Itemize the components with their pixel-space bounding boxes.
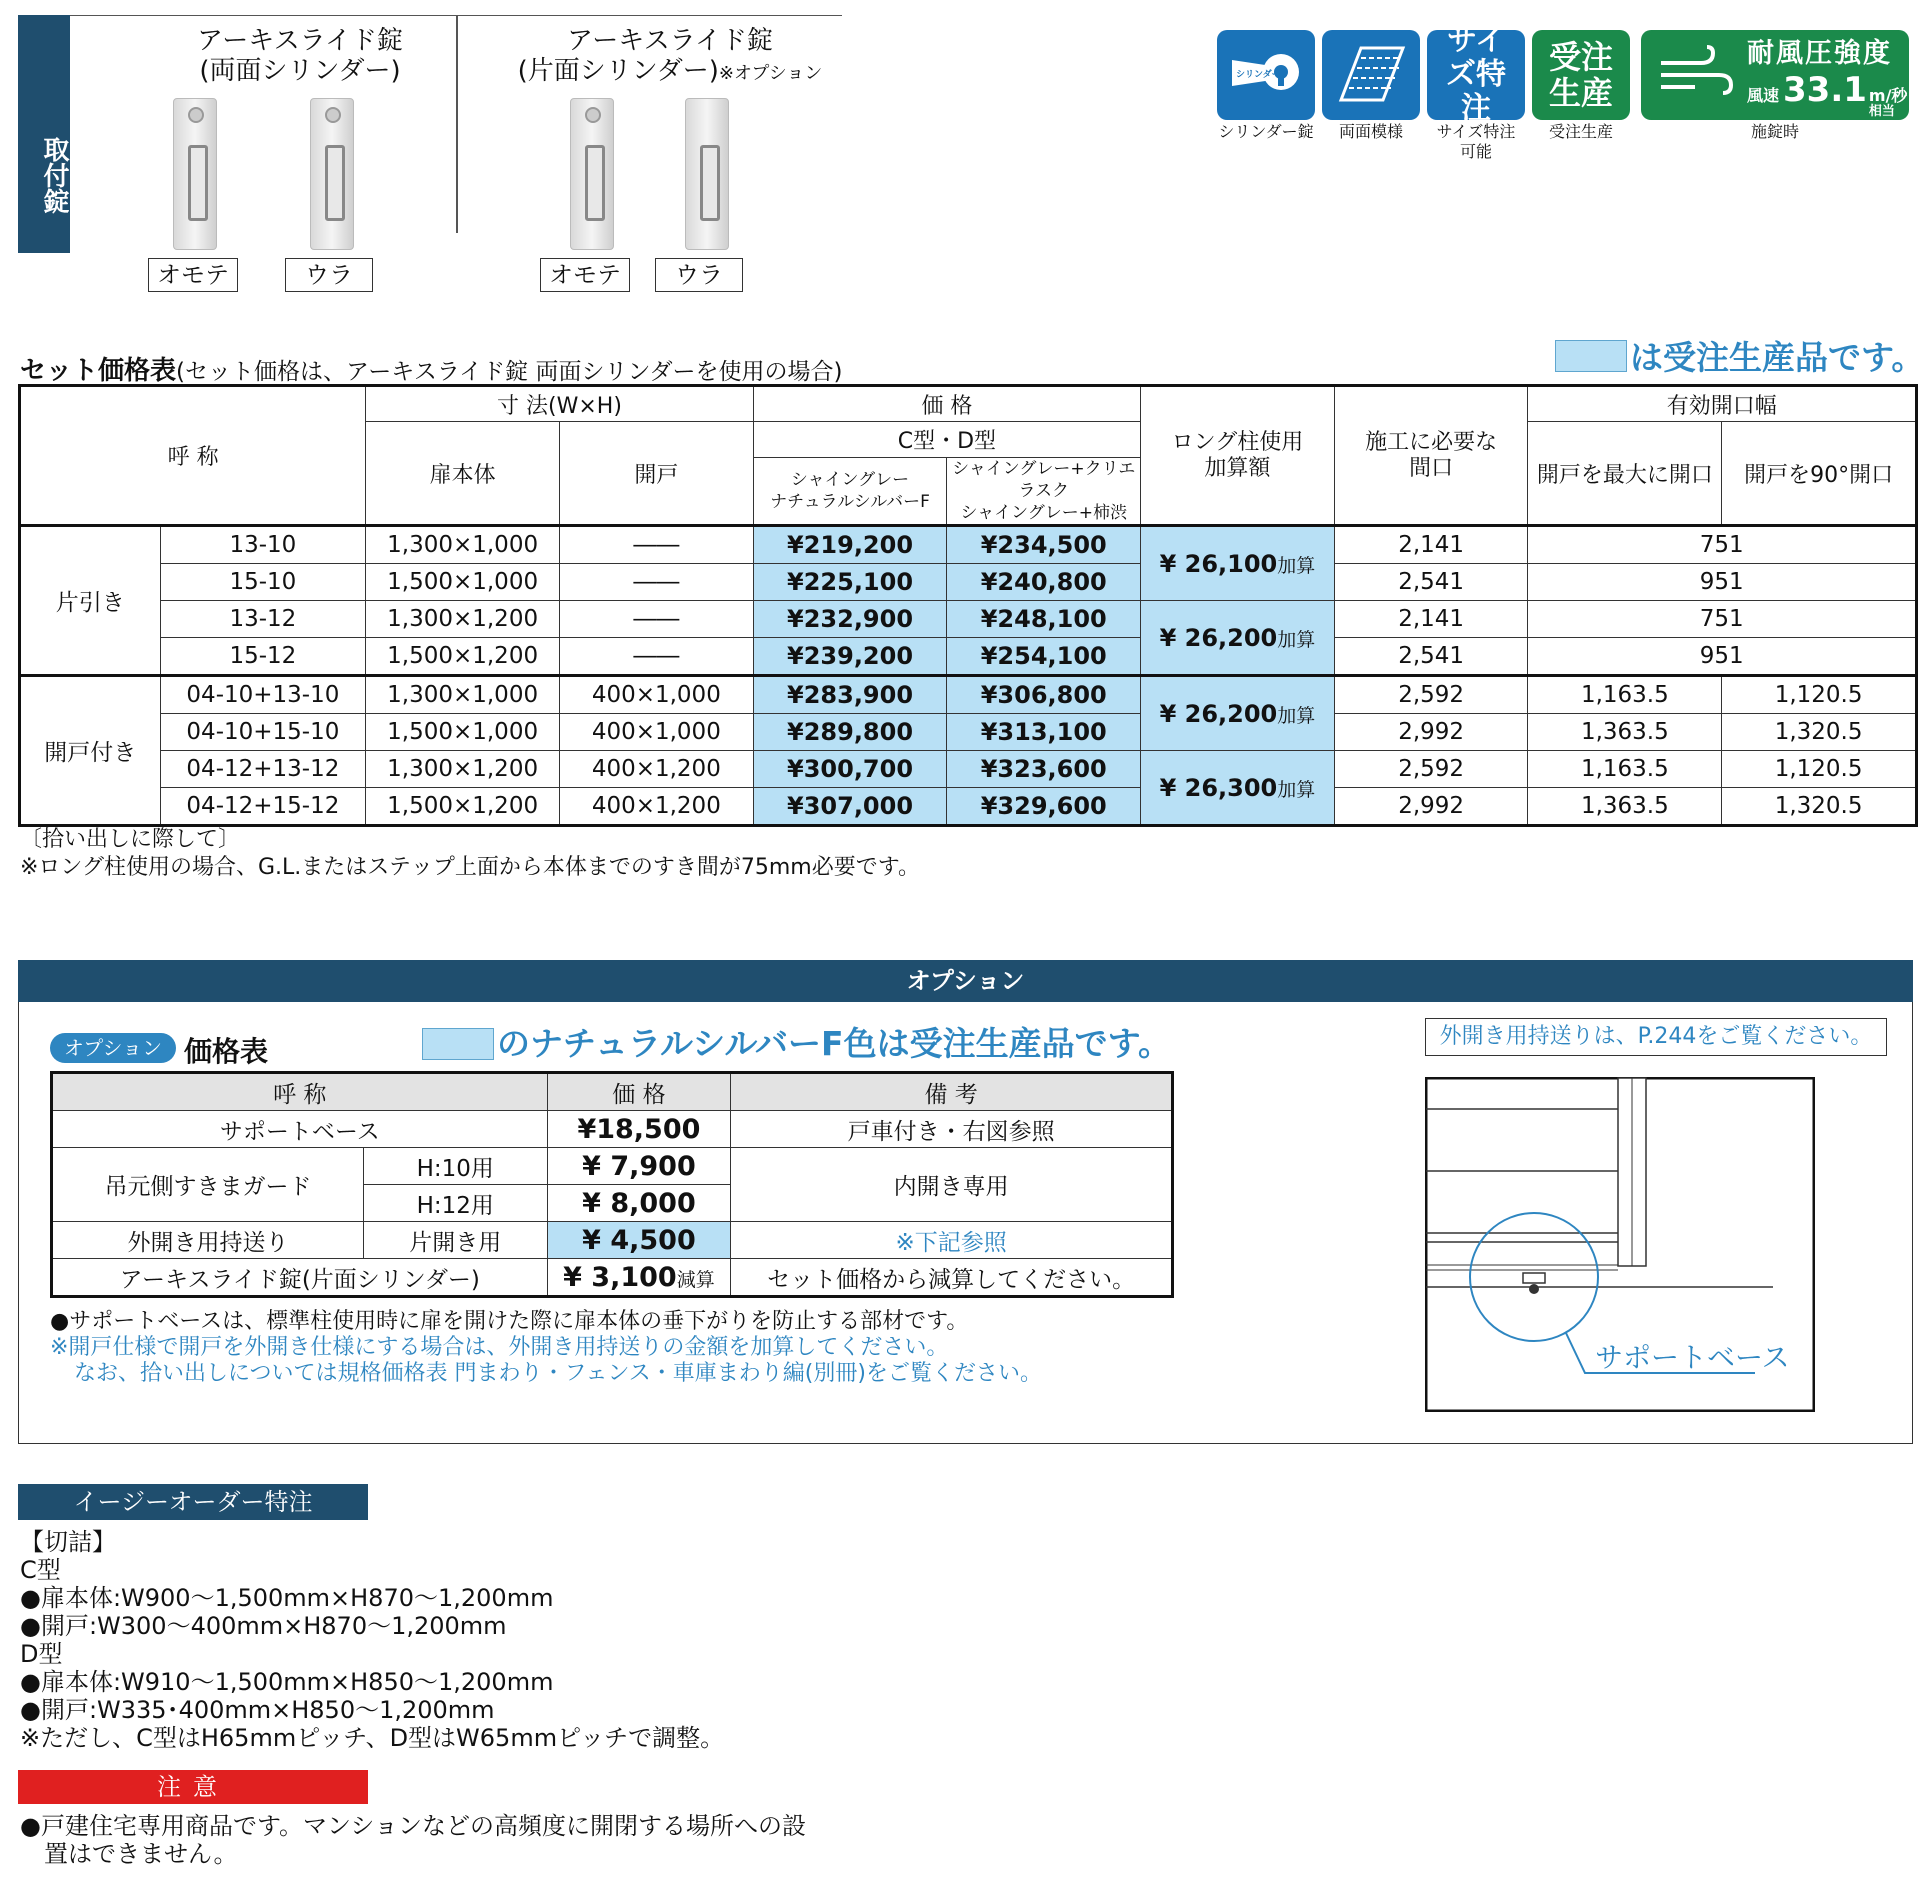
row-door: 1,300×1,000 <box>366 526 560 564</box>
header-color-a: シャイングレー ナチュラルシルバーF <box>753 458 947 526</box>
size-order-caption: サイズ特注 可能 <box>1436 122 1516 161</box>
table-row <box>52 1148 1173 1185</box>
row-price-b: ¥240,800 <box>947 564 1141 601</box>
row-swing: ―― <box>559 564 753 601</box>
row-price-a: ¥225,100 <box>753 564 947 601</box>
row-price-b: ¥306,800 <box>947 676 1141 714</box>
table-row <box>20 638 1917 676</box>
row-code: 13-10 <box>160 526 366 564</box>
header-swing-door: 開戸 <box>559 422 753 526</box>
row-price-a: ¥289,800 <box>753 714 947 751</box>
table-row <box>20 788 1917 826</box>
row-door: 1,300×1,000 <box>366 676 560 714</box>
option-legend-text: のナチュラルシルバーF色は受注生産品です。 <box>497 1024 1171 1063</box>
easy-order-header: イージーオーダー特注 <box>18 1484 368 1520</box>
header-long-post: ロング柱使用 加算額 <box>1141 386 1335 526</box>
double-sided-pattern-icon <box>1322 30 1420 120</box>
row-code: 04-10+15-10 <box>160 714 366 751</box>
option-header-name: 呼 称 <box>52 1073 548 1111</box>
row-long-post: ¥ 26,200加算 <box>1141 601 1335 676</box>
option-pill: オプション <box>50 1033 176 1063</box>
row-swing: 400×1,000 <box>559 714 753 751</box>
header-required-width: 施工に必要な 間口 <box>1334 386 1528 526</box>
size-order-icon: サイズ特注 <box>1427 30 1525 120</box>
row-price-b: ¥248,100 <box>947 601 1141 638</box>
made-to-order-legend-swatch <box>1555 340 1627 372</box>
row-code: 04-10+13-10 <box>160 676 366 714</box>
option-sub: H:12用 <box>364 1185 548 1222</box>
table-row <box>20 751 1917 788</box>
table-row <box>20 676 1917 714</box>
option-sub: 片開き用 <box>364 1222 548 1259</box>
row-effective: 951 <box>1528 564 1917 601</box>
lock-single-title: アーキスライド錠 (片面シリンダー)※オプション <box>517 26 823 86</box>
lock-double-back-image <box>310 98 354 250</box>
row-swing: ―― <box>559 526 753 564</box>
row-effective-max: 1,363.5 <box>1528 788 1722 826</box>
easy-order-line: ●開戸:W335･400mm×H850～1,200mm <box>20 1696 495 1724</box>
row-effective-90: 1,120.5 <box>1722 676 1917 714</box>
row-door: 1,300×1,200 <box>366 601 560 638</box>
row-door: 1,500×1,000 <box>366 714 560 751</box>
row-price-b: ¥254,100 <box>947 638 1141 676</box>
row-code: 04-12+15-12 <box>160 788 366 826</box>
option-price: ¥ 4,500 <box>547 1222 731 1259</box>
group-name: 片引き <box>20 526 161 676</box>
row-swing: ―― <box>559 638 753 676</box>
set-note-heading: 〔拾い出しに際して〕 <box>20 827 241 852</box>
table-row <box>20 526 1917 564</box>
table-row <box>52 1222 1173 1259</box>
row-effective: 751 <box>1528 526 1917 564</box>
row-required: 2,541 <box>1334 564 1528 601</box>
row-required: 2,592 <box>1334 676 1528 714</box>
set-table-title: セット価格表(セット価格は、アーキスライド錠 両面シリンダーを使用の場合) <box>20 356 843 386</box>
wind-icon <box>1655 45 1739 105</box>
row-required: 2,992 <box>1334 788 1528 826</box>
row-required: 2,592 <box>1334 751 1528 788</box>
lock-single-back-label: ウラ <box>655 258 743 292</box>
made-to-order-legend-text: は受注生産品です。 <box>1630 338 1925 377</box>
option-note-reference: なお、拾い出しについては規格価格表 門まわり・フェンス・車庫まわり編(別冊)をご覧ください。 <box>74 1361 1042 1386</box>
diagram-label: サポートベース <box>1595 1341 1790 1374</box>
table-row <box>20 601 1917 638</box>
option-sub: H:10用 <box>364 1148 548 1185</box>
wind-pressure-icon: 耐風圧強度 風速 33.1 m/秒 相当 <box>1641 30 1909 120</box>
row-price-a: ¥307,000 <box>753 788 947 826</box>
row-door: 1,500×1,200 <box>366 638 560 676</box>
caution-text-1: ●戸建住宅専用商品です。マンションなどの高頻度に開閉する場所への設 <box>20 1812 806 1840</box>
option-header-price: 価 格 <box>547 1073 731 1111</box>
cylinder-lock-caption: シリンダー錠 <box>1218 122 1314 141</box>
caution-header: 注意 <box>18 1770 368 1804</box>
header-price: 価 格 <box>753 386 1140 422</box>
row-swing: ―― <box>559 601 753 638</box>
row-effective-max: 1,163.5 <box>1528 676 1722 714</box>
option-name: 吊元側すきまガード <box>52 1148 364 1222</box>
row-code: 13-12 <box>160 601 366 638</box>
row-effective-90: 1,120.5 <box>1722 751 1917 788</box>
header-type: C型・D型 <box>753 422 1140 458</box>
easy-order-line: ●扉本体:W910～1,500mm×H850～1,200mm <box>20 1668 554 1696</box>
table-row <box>52 1111 1173 1148</box>
row-price-a: ¥219,200 <box>753 526 947 564</box>
row-required: 2,992 <box>1334 714 1528 751</box>
set-price-table <box>18 384 1918 827</box>
row-required: 2,141 <box>1334 601 1528 638</box>
lock-double-front-label: オモテ <box>148 258 238 292</box>
row-effective-90: 1,320.5 <box>1722 714 1917 751</box>
wind-pressure-caption: 施錠時 <box>1750 122 1799 141</box>
option-price: ¥ 7,900 <box>547 1148 731 1185</box>
row-swing: 400×1,200 <box>559 788 753 826</box>
lock-double-title: アーキスライド錠 (両面シリンダー) <box>197 26 403 86</box>
support-base-diagram <box>1425 1077 1815 1412</box>
side-tab: 取付錠 <box>18 15 70 253</box>
header-name: 呼 称 <box>20 386 366 526</box>
row-required: 2,141 <box>1334 526 1528 564</box>
row-door: 1,500×1,200 <box>366 788 560 826</box>
svg-text:シリンダー: シリンダー <box>1236 70 1281 80</box>
row-swing: 400×1,000 <box>559 676 753 714</box>
row-effective-90: 1,320.5 <box>1722 788 1917 826</box>
header-size: 寸 法(W×H) <box>366 386 753 422</box>
row-effective: 951 <box>1528 638 1917 676</box>
row-required: 2,541 <box>1334 638 1528 676</box>
row-effective-max: 1,363.5 <box>1528 714 1722 751</box>
option-price: ¥18,500 <box>547 1111 731 1148</box>
option-remark: セット価格から減算してください。 <box>731 1259 1173 1297</box>
row-price-a: ¥300,700 <box>753 751 947 788</box>
cylinder-lock-icon <box>1217 30 1315 120</box>
row-effective-max: 1,163.5 <box>1528 751 1722 788</box>
table-row <box>20 714 1917 751</box>
row-long-post: ¥ 26,300加算 <box>1141 751 1335 826</box>
table-row <box>20 564 1917 601</box>
easy-order-line: ●扉本体:W900～1,500mm×H870～1,200mm <box>20 1584 554 1612</box>
lock-single-front-image <box>570 98 614 250</box>
row-price-b: ¥234,500 <box>947 526 1141 564</box>
easy-order-line: ●開戸:W300～400mm×H870～1,200mm <box>20 1612 507 1640</box>
easy-order-line: ※ただし、C型はH65mmピッチ、D型はW65mmピッチで調整。 <box>20 1724 725 1752</box>
option-name: サポートベース <box>52 1111 548 1148</box>
row-price-a: ¥283,900 <box>753 676 947 714</box>
option-remark: ※下記参照 <box>731 1222 1173 1259</box>
lock-divider <box>456 15 458 233</box>
double-sided-pattern-caption: 両面模様 <box>1338 122 1403 141</box>
option-header: オプション <box>18 960 1913 1002</box>
header-max-open: 開戸を最大に開口 <box>1528 422 1722 526</box>
row-price-b: ¥323,600 <box>947 751 1141 788</box>
row-code: 04-12+13-12 <box>160 751 366 788</box>
made-to-order-icon: 受注生産 <box>1532 30 1630 120</box>
option-note-outswing: ※開戸仕様で開戸を外開き仕様にする場合は、外開き用持送りの金額を加算してください。 <box>50 1335 949 1360</box>
lock-double-front-image <box>173 98 217 250</box>
row-door: 1,500×1,000 <box>366 564 560 601</box>
row-price-b: ¥329,600 <box>947 788 1141 826</box>
easy-order-line: D型 <box>20 1640 63 1668</box>
lock-double-back-label: ウラ <box>285 258 373 292</box>
made-to-order-caption: 受注生産 <box>1548 122 1613 141</box>
row-price-b: ¥313,100 <box>947 714 1141 751</box>
header-color-b: シャイングレー+クリエラスク シャイングレー+柿渋 <box>947 458 1141 526</box>
option-remark: 戸車付き・右図参照 <box>731 1111 1173 1148</box>
header-door-body: 扉本体 <box>366 422 560 526</box>
option-title: 価格表 <box>184 1035 269 1068</box>
caution-text-2: 置はできません。 <box>44 1840 238 1868</box>
group-name: 開戸付き <box>20 676 161 826</box>
option-ref-note: 外開き用持送りは、P.244をご覧ください。 <box>1425 1018 1887 1056</box>
row-long-post: ¥ 26,100加算 <box>1141 526 1335 601</box>
row-price-a: ¥239,200 <box>753 638 947 676</box>
easy-order-line: 【切詰】 <box>20 1528 116 1556</box>
set-note-long-post: ※ロング柱使用の場合、G.L.またはステップ上面から本体までのすき間が75mm必要です。 <box>20 855 920 880</box>
row-effective: 751 <box>1528 601 1917 638</box>
row-long-post: ¥ 26,200加算 <box>1141 676 1335 751</box>
option-note-support: ●サポートベースは、標準柱使用時に扉を開けた際に扉本体の垂下がりを防止する部材です。 <box>50 1309 969 1334</box>
option-price-table <box>50 1071 1174 1298</box>
header-open-90: 開戸を90°開口 <box>1722 422 1917 526</box>
header-effective-width: 有効開口幅 <box>1528 386 1917 422</box>
row-door: 1,300×1,200 <box>366 751 560 788</box>
option-name: 外開き用持送り <box>52 1222 364 1259</box>
easy-order-line: C型 <box>20 1556 61 1584</box>
row-code: 15-10 <box>160 564 366 601</box>
option-name: アーキスライド錠(片面シリンダー) <box>52 1259 548 1297</box>
option-header-remark: 備 考 <box>731 1073 1173 1111</box>
table-row <box>52 1259 1173 1297</box>
row-code: 15-12 <box>160 638 366 676</box>
option-price: ¥ 8,000 <box>547 1185 731 1222</box>
option-price: ¥ 3,100減算 <box>547 1259 731 1297</box>
lock-single-front-label: オモテ <box>540 258 630 292</box>
option-remark: 内開き専用 <box>731 1148 1173 1222</box>
row-price-a: ¥232,900 <box>753 601 947 638</box>
lock-single-back-image <box>685 98 729 250</box>
option-legend-swatch <box>422 1028 494 1060</box>
row-swing: 400×1,200 <box>559 751 753 788</box>
